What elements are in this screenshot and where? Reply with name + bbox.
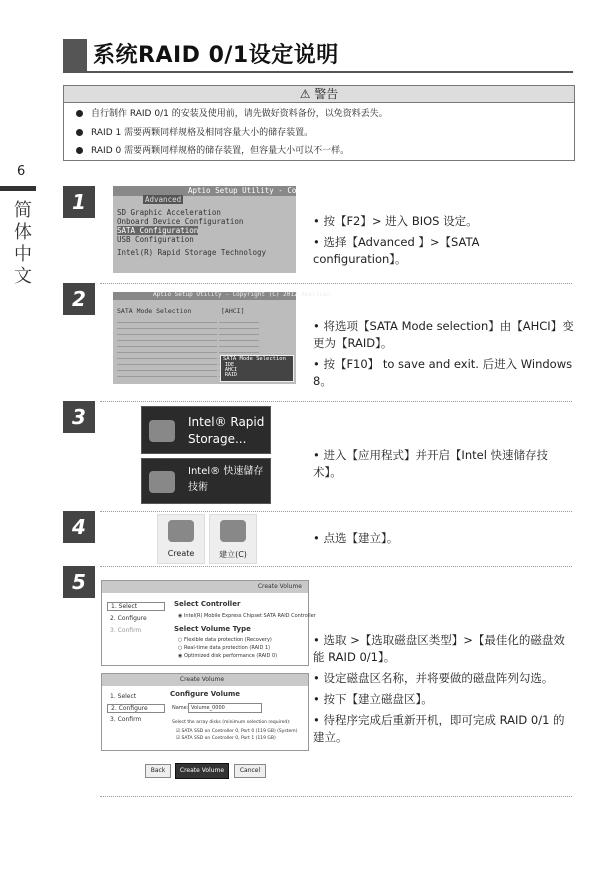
create-volume-window-select: Create Volume 1. Select 2. Configure 3. Confirm Select Controller ◉ Intel(R) Mobile Express Chipset SATA RAID Controller Select Volume Type ○ Flexible data protection (Recovery) ○ Real-time data protection (RAID 1) ◉ Optimized disk performance (RAID 0) — [101, 580, 309, 666]
warning-header — [64, 86, 574, 103]
chapter-label: 简体中文 — [14, 200, 32, 287]
step-1-instructions: • 按【F2】> 进入 BIOS 设定。 • 选择【Advanced 】>【SATA configuration】。 — [313, 214, 480, 266]
create-volume-icon — [220, 520, 246, 542]
step-2-instructions: • 将选项【SATA Mode selection】由【AHCI】变更为【RAID】。 • 按【F10】 to save and exit. 后进入 Windows 8。 — [313, 319, 574, 388]
step-number: 4 — [63, 511, 95, 543]
radio-recovery[interactable]: ○ Flexible data protection (Recovery) — [178, 637, 272, 643]
nav-configure[interactable]: 2. Configure — [110, 615, 147, 622]
volume-name-input[interactable]: Volume_0000 — [188, 703, 262, 713]
cancel-button[interactable]: Cancel — [234, 764, 266, 778]
nav-select[interactable]: 1. Select — [107, 602, 165, 611]
window-title: Create Volume — [102, 581, 308, 593]
window-title: Create Volume — [102, 674, 308, 686]
storage-drive-icon — [149, 420, 175, 442]
step-4-instructions: • 点选【建立】。 — [313, 531, 399, 545]
create-volume-icon — [168, 520, 194, 542]
page-number: 6 — [17, 164, 26, 179]
disk-checkbox-1[interactable]: ☑ SATA SSD on Controller 0, Port 1 (119 GB) — [176, 736, 276, 741]
title-underline — [63, 71, 573, 73]
divider — [100, 511, 572, 512]
nav-confirm[interactable]: 3. Confirm — [110, 627, 142, 634]
warning-line: 自行制作 RAID 0/1 的安装及使用前，请先做好资料备份，以免资料丢失。 — [76, 106, 388, 119]
divider — [100, 566, 572, 567]
bullet-icon — [76, 147, 83, 154]
create-volume-window-configure: Create Volume 1. Select 2. Configure 3. Confirm Configure Volume Name: Volume_0000 Select the array disks (minimum selection required): ☑ SATA SSD on Controller 0, Port 0 (119 GB) (System) ☑ SATA SSD on Controller 0, Port 1 (119 GB) — [101, 673, 309, 751]
bullet-icon — [76, 129, 83, 136]
create-button-en[interactable]: Create — [157, 514, 205, 564]
step-number: 2 — [63, 283, 95, 315]
create-button-tw[interactable]: 建立(C) — [209, 514, 257, 564]
warning-line: RAID 1 需要两颗同样规格及相同容量大小的储存装置。 — [76, 125, 313, 138]
bios-item-selected: SATA Configuration — [117, 226, 199, 235]
step-3-instructions: • 进入【应用程式】并开启【Intel 快速储存技术】。 — [313, 448, 549, 479]
divider — [100, 283, 572, 284]
create-volume-button[interactable]: Create Volume — [175, 763, 229, 779]
step-number: 5 — [63, 566, 95, 598]
step-5-instructions: • 选取 >【选取磁盘区类型】>【最佳化的磁盘效能 RAID 0/1】。 • 设定磁盘区名称，并将要做的磁盘阵列勾选。 • 按下【建立磁盘区】。 • 待程序完成后重新开机，即可完成 RAID 0/1 的建立。 — [313, 633, 565, 744]
nav-configure[interactable]: 2. Configure — [107, 704, 165, 713]
bios-screenshot-2: Aptio Setup Utility - Copyright (C) 2012 American SATA Mode Selection [AHCI] SATA Mode Selection IDE AHCI RAID — [113, 292, 296, 384]
sata-mode-popup: SATA Mode Selection IDE AHCI RAID — [220, 355, 294, 382]
warning-heading: 警告 — [314, 87, 339, 101]
nav-confirm[interactable]: 3. Confirm — [110, 716, 142, 723]
warning-box — [63, 85, 575, 161]
radio-controller[interactable]: ◉ Intel(R) Mobile Express Chipset SATA RAID Controller — [178, 613, 316, 619]
warning-triangle-icon: ⚠ — [299, 87, 311, 101]
divider — [100, 401, 572, 402]
step-number: 3 — [63, 401, 95, 433]
page-title: 系统RAID 0/1设定说明 — [93, 43, 339, 68]
bullet-icon — [76, 110, 83, 117]
intel-rst-tile-en[interactable]: Intel® Rapid Storage... — [141, 406, 271, 454]
nav-select[interactable]: 1. Select — [110, 693, 137, 700]
page-marker-bar — [0, 186, 36, 191]
title-accent-bar — [63, 39, 87, 71]
bios-tab-advanced: Advanced — [145, 195, 182, 204]
divider — [100, 796, 572, 797]
radio-raid1[interactable]: ○ Real-time data protection (RAID 1) — [178, 645, 271, 651]
intel-rst-tile-tw[interactable]: Intel® 快速儲存技術 — [141, 458, 271, 504]
back-button[interactable]: Back — [145, 764, 171, 778]
step-number: 1 — [63, 186, 95, 218]
radio-raid0[interactable]: ◉ Optimized disk performance (RAID 0) — [178, 653, 278, 659]
warning-line: RAID 0 需要两颗同样规格的储存装置，但容量大小可以不一样。 — [76, 143, 349, 156]
bios-screenshot-1: Aptio Setup Utility - Cop Advanced SD Graphic Acceleration Onboard Device Configuration SATA Configuration USB Configuration Intel(R) Rapid Storage Technology — [113, 186, 296, 273]
storage-drive-icon — [149, 471, 175, 493]
disk-checkbox-0[interactable]: ☑ SATA SSD on Controller 0, Port 0 (119 GB) (System) — [176, 729, 298, 734]
